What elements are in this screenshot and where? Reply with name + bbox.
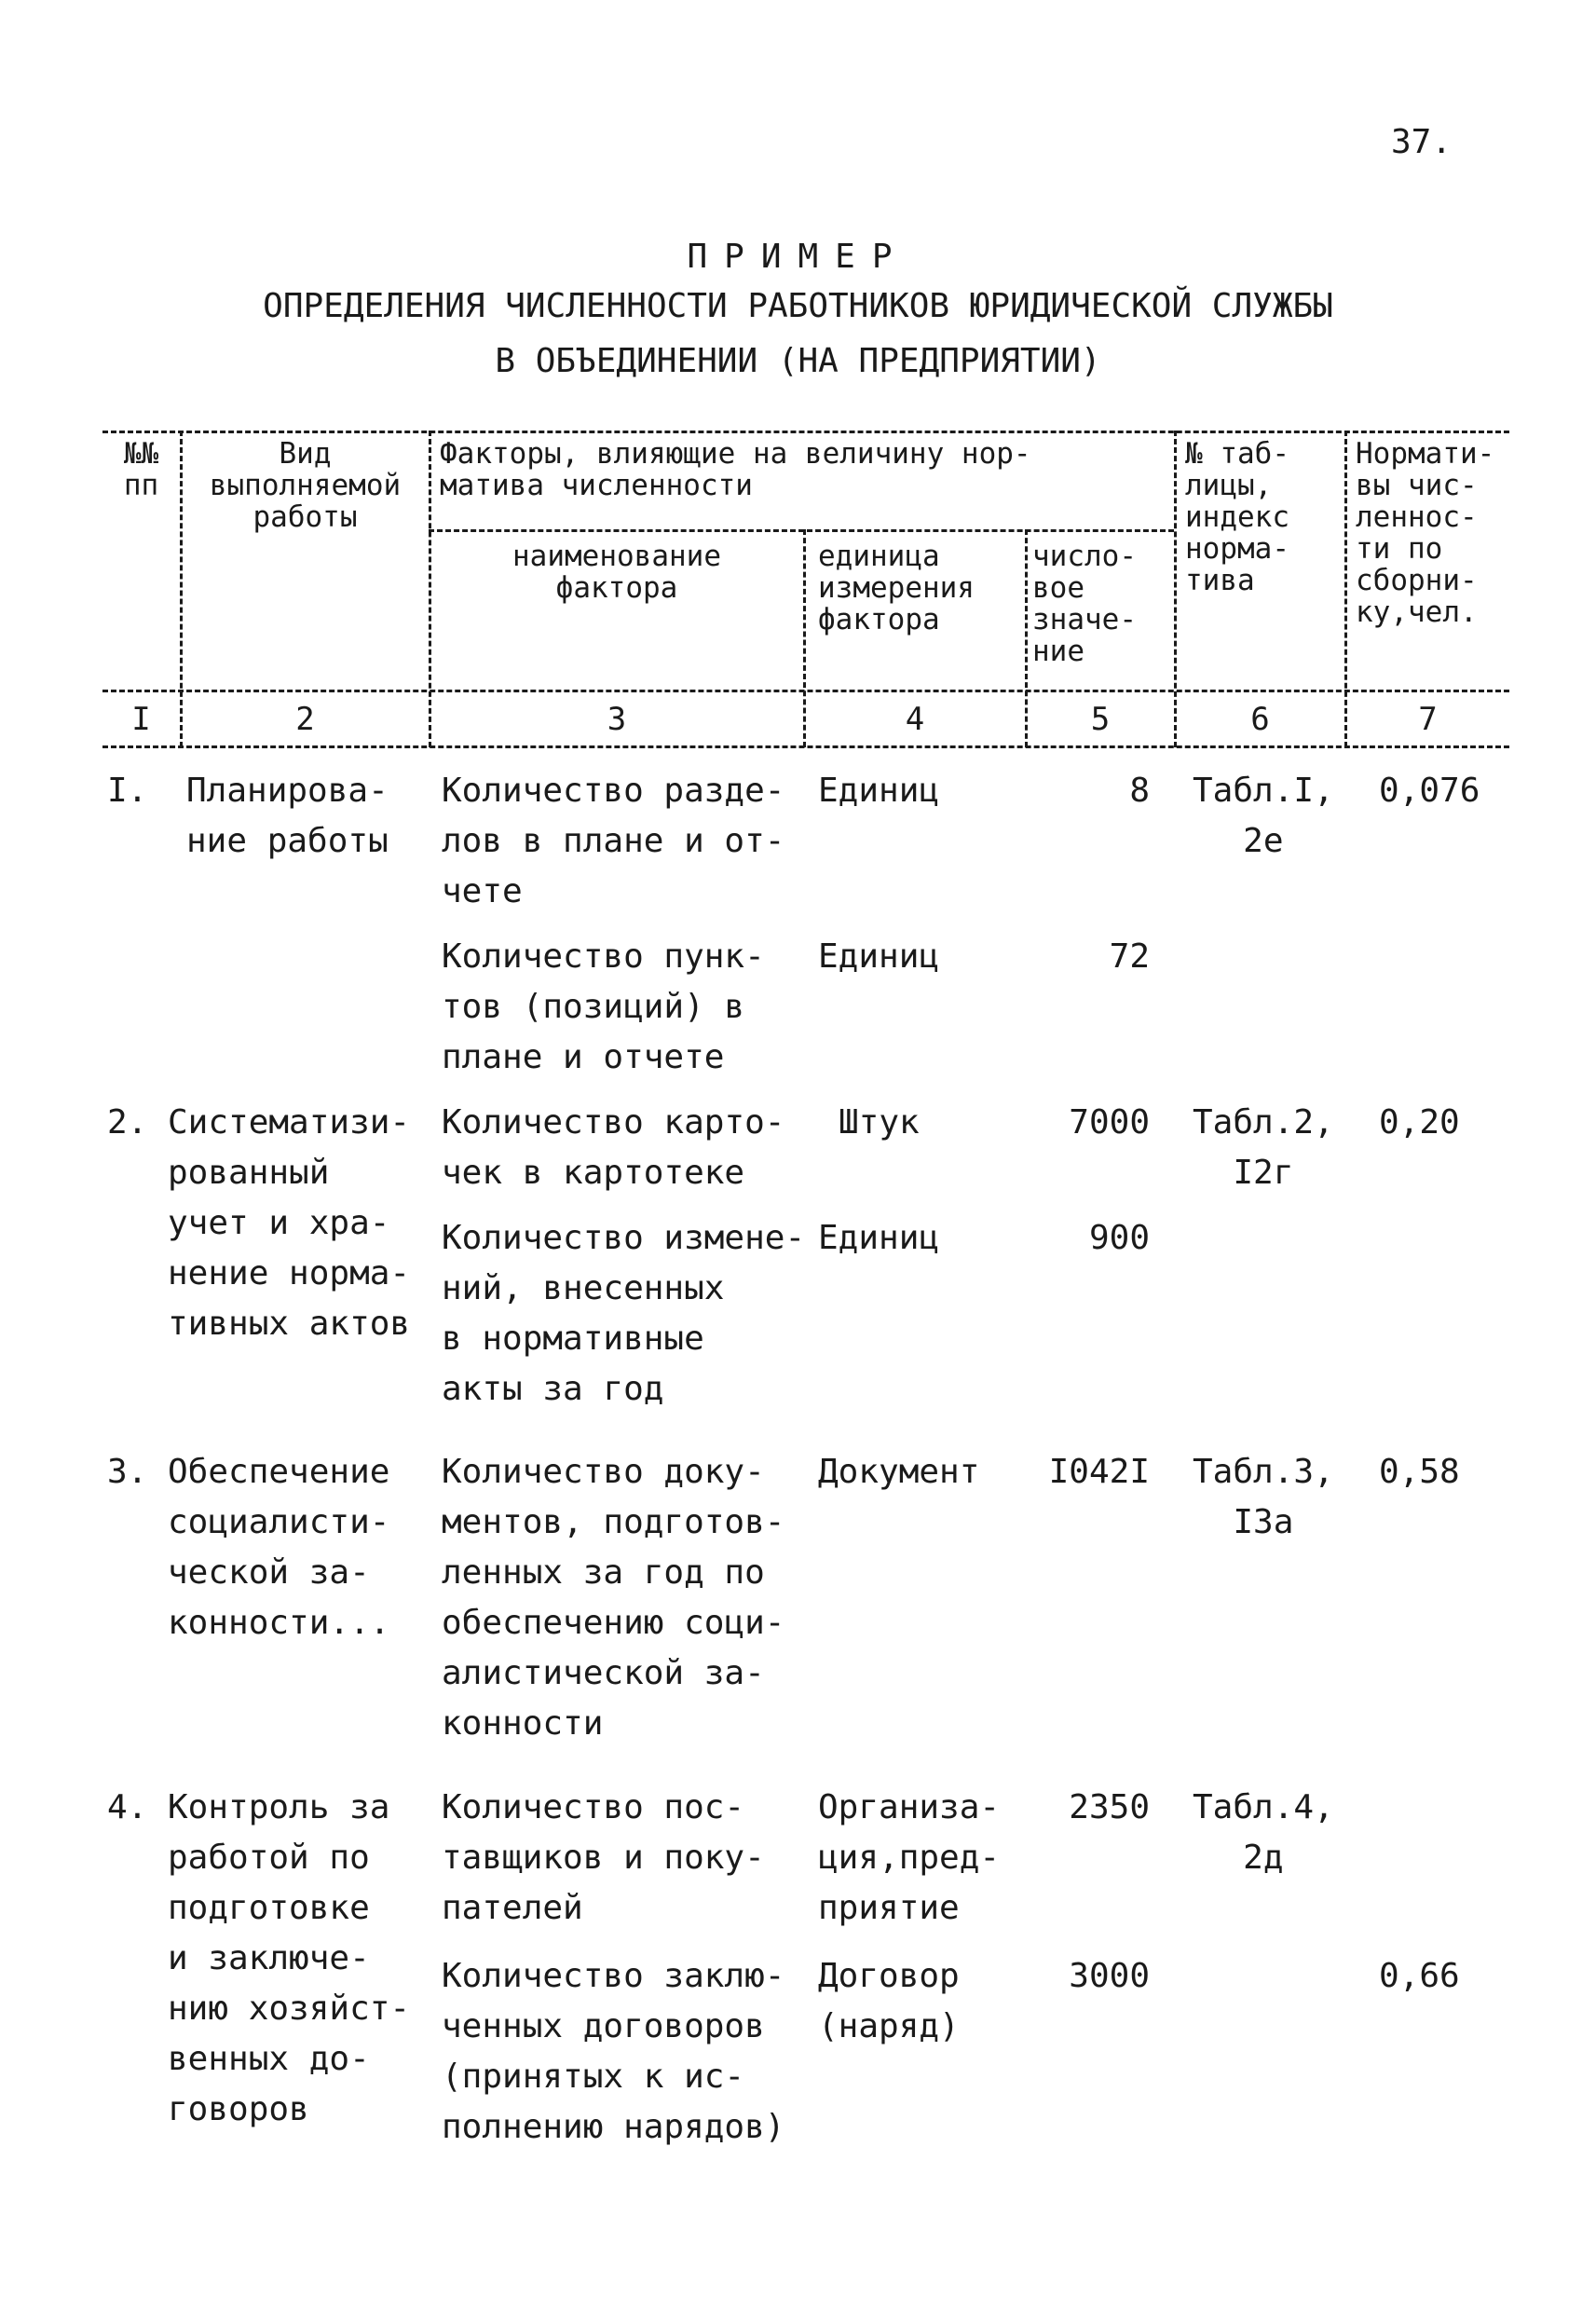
- factor-value: I042I: [1048, 1453, 1150, 1491]
- factor-name: Количество доку- ментов, подготов- ленных за год по обеспечению соци- алистической за- конности: [442, 1453, 785, 1743]
- document-subtitle-line2: В ОБЪЕДИНЕНИИ (НА ПРЕДПРИЯТИИ): [495, 342, 1101, 380]
- header-col-factor-name: наименование фактора: [512, 540, 721, 605]
- factor-value: 3000: [1069, 1957, 1150, 1995]
- factor-value: 8: [1129, 772, 1150, 810]
- col-divider-6: [1344, 431, 1347, 747]
- column-numbers-rule: [102, 745, 1509, 748]
- header-col-work: Вид выполняемой работы: [209, 437, 402, 534]
- factor-name: Количество разде- лов в плане и от- чете: [442, 772, 785, 910]
- col-divider-5: [1174, 431, 1177, 747]
- factor-name: Количество карто- чек в картотеке: [442, 1103, 785, 1192]
- page-number: 37.: [1391, 123, 1453, 161]
- document-subtitle-line1: ОПРЕДЕЛЕНИЯ ЧИСЛЕННОСТИ РАБОТНИКОВ ЮРИДИЧЕСКОЙ СЛУЖБЫ: [263, 287, 1333, 325]
- document-title: ПРИМЕР: [687, 238, 909, 276]
- factor-unit: Единиц: [818, 772, 940, 810]
- work-type: Систематизи- рованный учет и хра- нение норма- тивных актов: [168, 1103, 411, 1343]
- column-number-2: 2: [295, 701, 315, 738]
- column-number-5: 5: [1090, 701, 1111, 738]
- header-col-value: числo- вое значе- ние: [1032, 540, 1137, 668]
- header-factors: Факторы, влияющие на величину нор- матива численности: [440, 437, 1031, 502]
- header-col-norm: Нормати- вы чис- леннос- ти по сборни- ку,чел.: [1356, 437, 1495, 629]
- work-type: Контроль за работой по подготовке и заключе- нию хозяйст- венных до- говоров: [168, 1788, 411, 2128]
- row-number: 4.: [107, 1788, 148, 1826]
- factor-name: Количество измене- ний, внесенных в нормативные акты за год: [442, 1219, 806, 1408]
- factor-unit: Документ: [818, 1453, 980, 1491]
- table-index: Табл.I, 2е: [1193, 772, 1334, 860]
- header-bottom-rule: [102, 690, 1509, 692]
- factor-name: Количество пос- тавщиков и поку- пателей: [442, 1788, 765, 1927]
- factor-value: 900: [1088, 1219, 1150, 1257]
- factor-unit: Единиц: [818, 937, 940, 976]
- factor-value: 7000: [1069, 1103, 1150, 1142]
- column-number-4: 4: [905, 701, 925, 738]
- header-col-number: №№ пп: [123, 437, 159, 502]
- factor-unit: Штук: [839, 1103, 920, 1142]
- row-number: 2.: [107, 1103, 148, 1142]
- norm-value: 0,20: [1379, 1103, 1460, 1142]
- column-number-3: 3: [607, 701, 627, 738]
- factor-name: Количество пунк- тов (позиций) в плане и отчете: [442, 937, 765, 1076]
- factor-name: Количество заклю- ченных договоров (принятых к ис- полнению нарядов): [442, 1957, 785, 2146]
- table-index: Табл.3, I3а: [1193, 1453, 1334, 1541]
- factor-value: 72: [1109, 937, 1150, 976]
- column-number-6: 6: [1250, 701, 1270, 738]
- work-type: Обеспечение социалисти- ческой за- конности...: [168, 1453, 390, 1642]
- norm-value: 0,076: [1379, 772, 1480, 810]
- column-number-7: 7: [1418, 701, 1438, 738]
- factors-sub-rule: [429, 529, 1174, 532]
- factor-unit: Организа- ция,пред- приятие: [818, 1788, 1001, 1927]
- row-number: 3.: [107, 1453, 148, 1491]
- factor-value: 2350: [1069, 1788, 1150, 1826]
- header-col-table-index: № таб- лицы, индекс норма- тива: [1185, 437, 1289, 597]
- factor-unit: Договор (наряд): [818, 1957, 960, 2045]
- row-number: I.: [107, 772, 148, 810]
- column-number-1: I: [131, 701, 151, 738]
- table-index: Табл.4, 2д: [1193, 1788, 1334, 1877]
- work-type: Планирова- ние работы: [186, 772, 389, 860]
- factor-unit: Единиц: [818, 1219, 940, 1257]
- table-index: Табл.2, I2г: [1193, 1103, 1334, 1192]
- norm-value: 0,66: [1379, 1957, 1460, 1995]
- header-col-unit: единица измерения фактора: [818, 540, 975, 636]
- norm-value: 0,58: [1379, 1453, 1460, 1491]
- header-top-rule: [102, 431, 1509, 433]
